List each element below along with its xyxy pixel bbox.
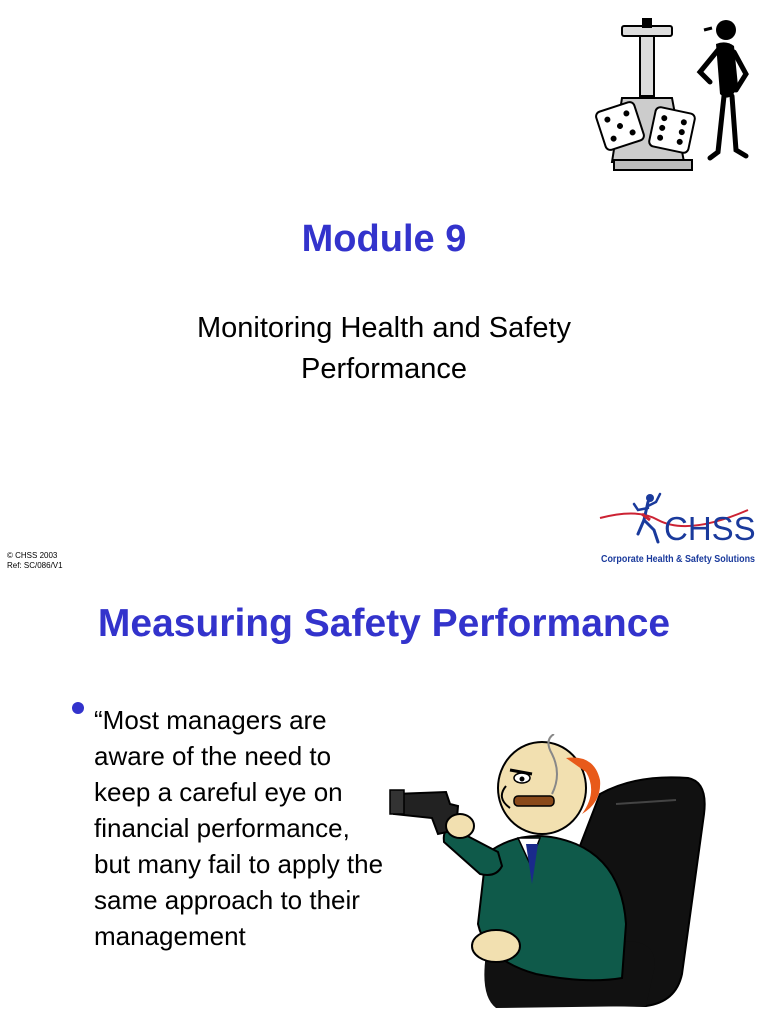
bullet-text: “Most managers are aware of the need to keep a careful eye on financial performance, but many fail to apply the same approach to their management: [94, 705, 384, 951]
reference-text: Ref: SC/086/V1: [7, 561, 63, 570]
scale-dice-illustration: [592, 14, 752, 176]
chss-logo: [598, 490, 758, 570]
slide-measuring-safety: [0, 578, 768, 1024]
stick-figure-illustration: [700, 20, 746, 158]
module-subtitle: Monitoring Health and Safety Performance: [197, 312, 571, 385]
module-title: Module 9: [301, 218, 467, 260]
manager-with-gun-illustration: [386, 734, 716, 1024]
bullet-icon: [72, 702, 84, 714]
logo-tagline: Corporate Health & Safety Solutions: [601, 554, 756, 565]
slide-footer: [7, 551, 63, 571]
slide-title: Measuring Safety Performance: [97, 602, 671, 645]
copyright-text: © CHSS 2003: [7, 551, 58, 560]
logo-name: CHSS: [664, 510, 756, 547]
